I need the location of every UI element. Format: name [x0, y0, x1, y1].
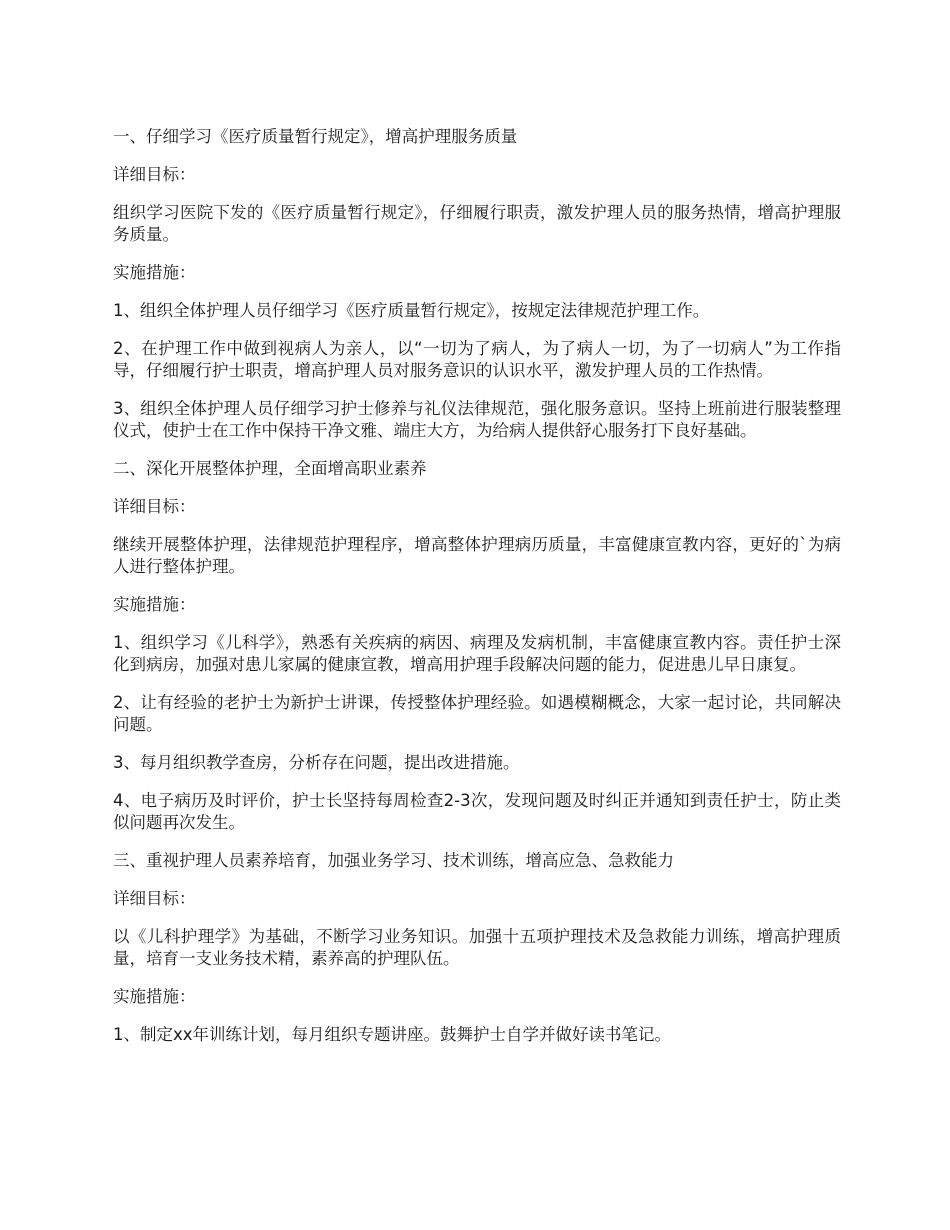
subheading-goal-3: 详细目标： [113, 889, 196, 908]
list-item: 1、组织学习《儿科学》，熟悉有关疾病的病因、病理及发病机制，丰富健康宣教内容。责任护士深化到病房，加强对患儿家属的健康宣教，增高用护理手段解决问题的能力，促进患儿早日康复。 [113, 633, 841, 674]
list-item: 2、在护理工作中做到视病人为亲人，以“一切为了病人，为了病人一切，为了一切病人”为工作指导，仔细履行护士职责，增高护理人员对服务意识的认识水平，激发护理人员的工作热情。 [113, 339, 841, 380]
list-item: 1、组织全体护理人员仔细学习《医疗质量暂行规定》，按规定法律规范护理工作。 [113, 301, 710, 320]
subheading-goal-2: 详细目标： [113, 497, 196, 516]
section-heading-3: 三、重视护理人员素养培育，加强业务学习、技术训练，增高应急、急救能力 [113, 851, 674, 870]
subheading-measures-3: 实施措施： [113, 987, 196, 1006]
subheading-measures-1: 实施措施： [113, 263, 196, 282]
list-item: 4、电子病历及时评价，护士长坚持每周检查2-3次，发现问题及时纠正并通知到责任护士，防止类似问题再次发生。 [113, 791, 841, 832]
section-heading-2: 二、深化开展整体护理，全面增高职业素养 [113, 459, 427, 478]
list-item: 3、每月组织教学查房，分析存在问题，提出改进措施。 [113, 753, 520, 772]
subheading-goal-1: 详细目标： [113, 165, 196, 184]
paragraph: 组织学习医院下发的《医疗质量暂行规定》，仔细履行职责，激发护理人员的服务热情，增高护理服务质量。 [113, 203, 841, 244]
section-heading-1: 一、仔细学习《医疗质量暂行规定》，增高护理服务质量 [113, 127, 518, 146]
list-item: 3、组织全体护理人员仔细学习护士修养与礼仪法律规范，强化服务意识。坚持上班前进行服装整理仪式，使护士在工作中保持干净文雅、端庄大方，为给病人提供舒心服务打下良好基础。 [113, 399, 841, 440]
paragraph: 以《儿科护理学》为基础，不断学习业务知识。加强十五项护理技术及急救能力训练，增高护理质量，培育一支业务技术精，素养高的护理队伍。 [113, 927, 841, 968]
list-item: 2、让有经验的老护士为新护士讲课，传授整体护理经验。如遇模糊概念，大家一起讨论，共同解决问题。 [113, 693, 841, 734]
paragraph: 继续开展整体护理，法律规范护理程序，增高整体护理病历质量，丰富健康宣教内容，更好的`为病人进行整体护理。 [113, 535, 841, 576]
list-item: 1、制定xx年训练计划，每月组织专题讲座。鼓舞护士自学并做好读书笔记。 [113, 1025, 672, 1044]
subheading-measures-2: 实施措施： [113, 595, 196, 614]
document-body [113, 126, 841, 1062]
